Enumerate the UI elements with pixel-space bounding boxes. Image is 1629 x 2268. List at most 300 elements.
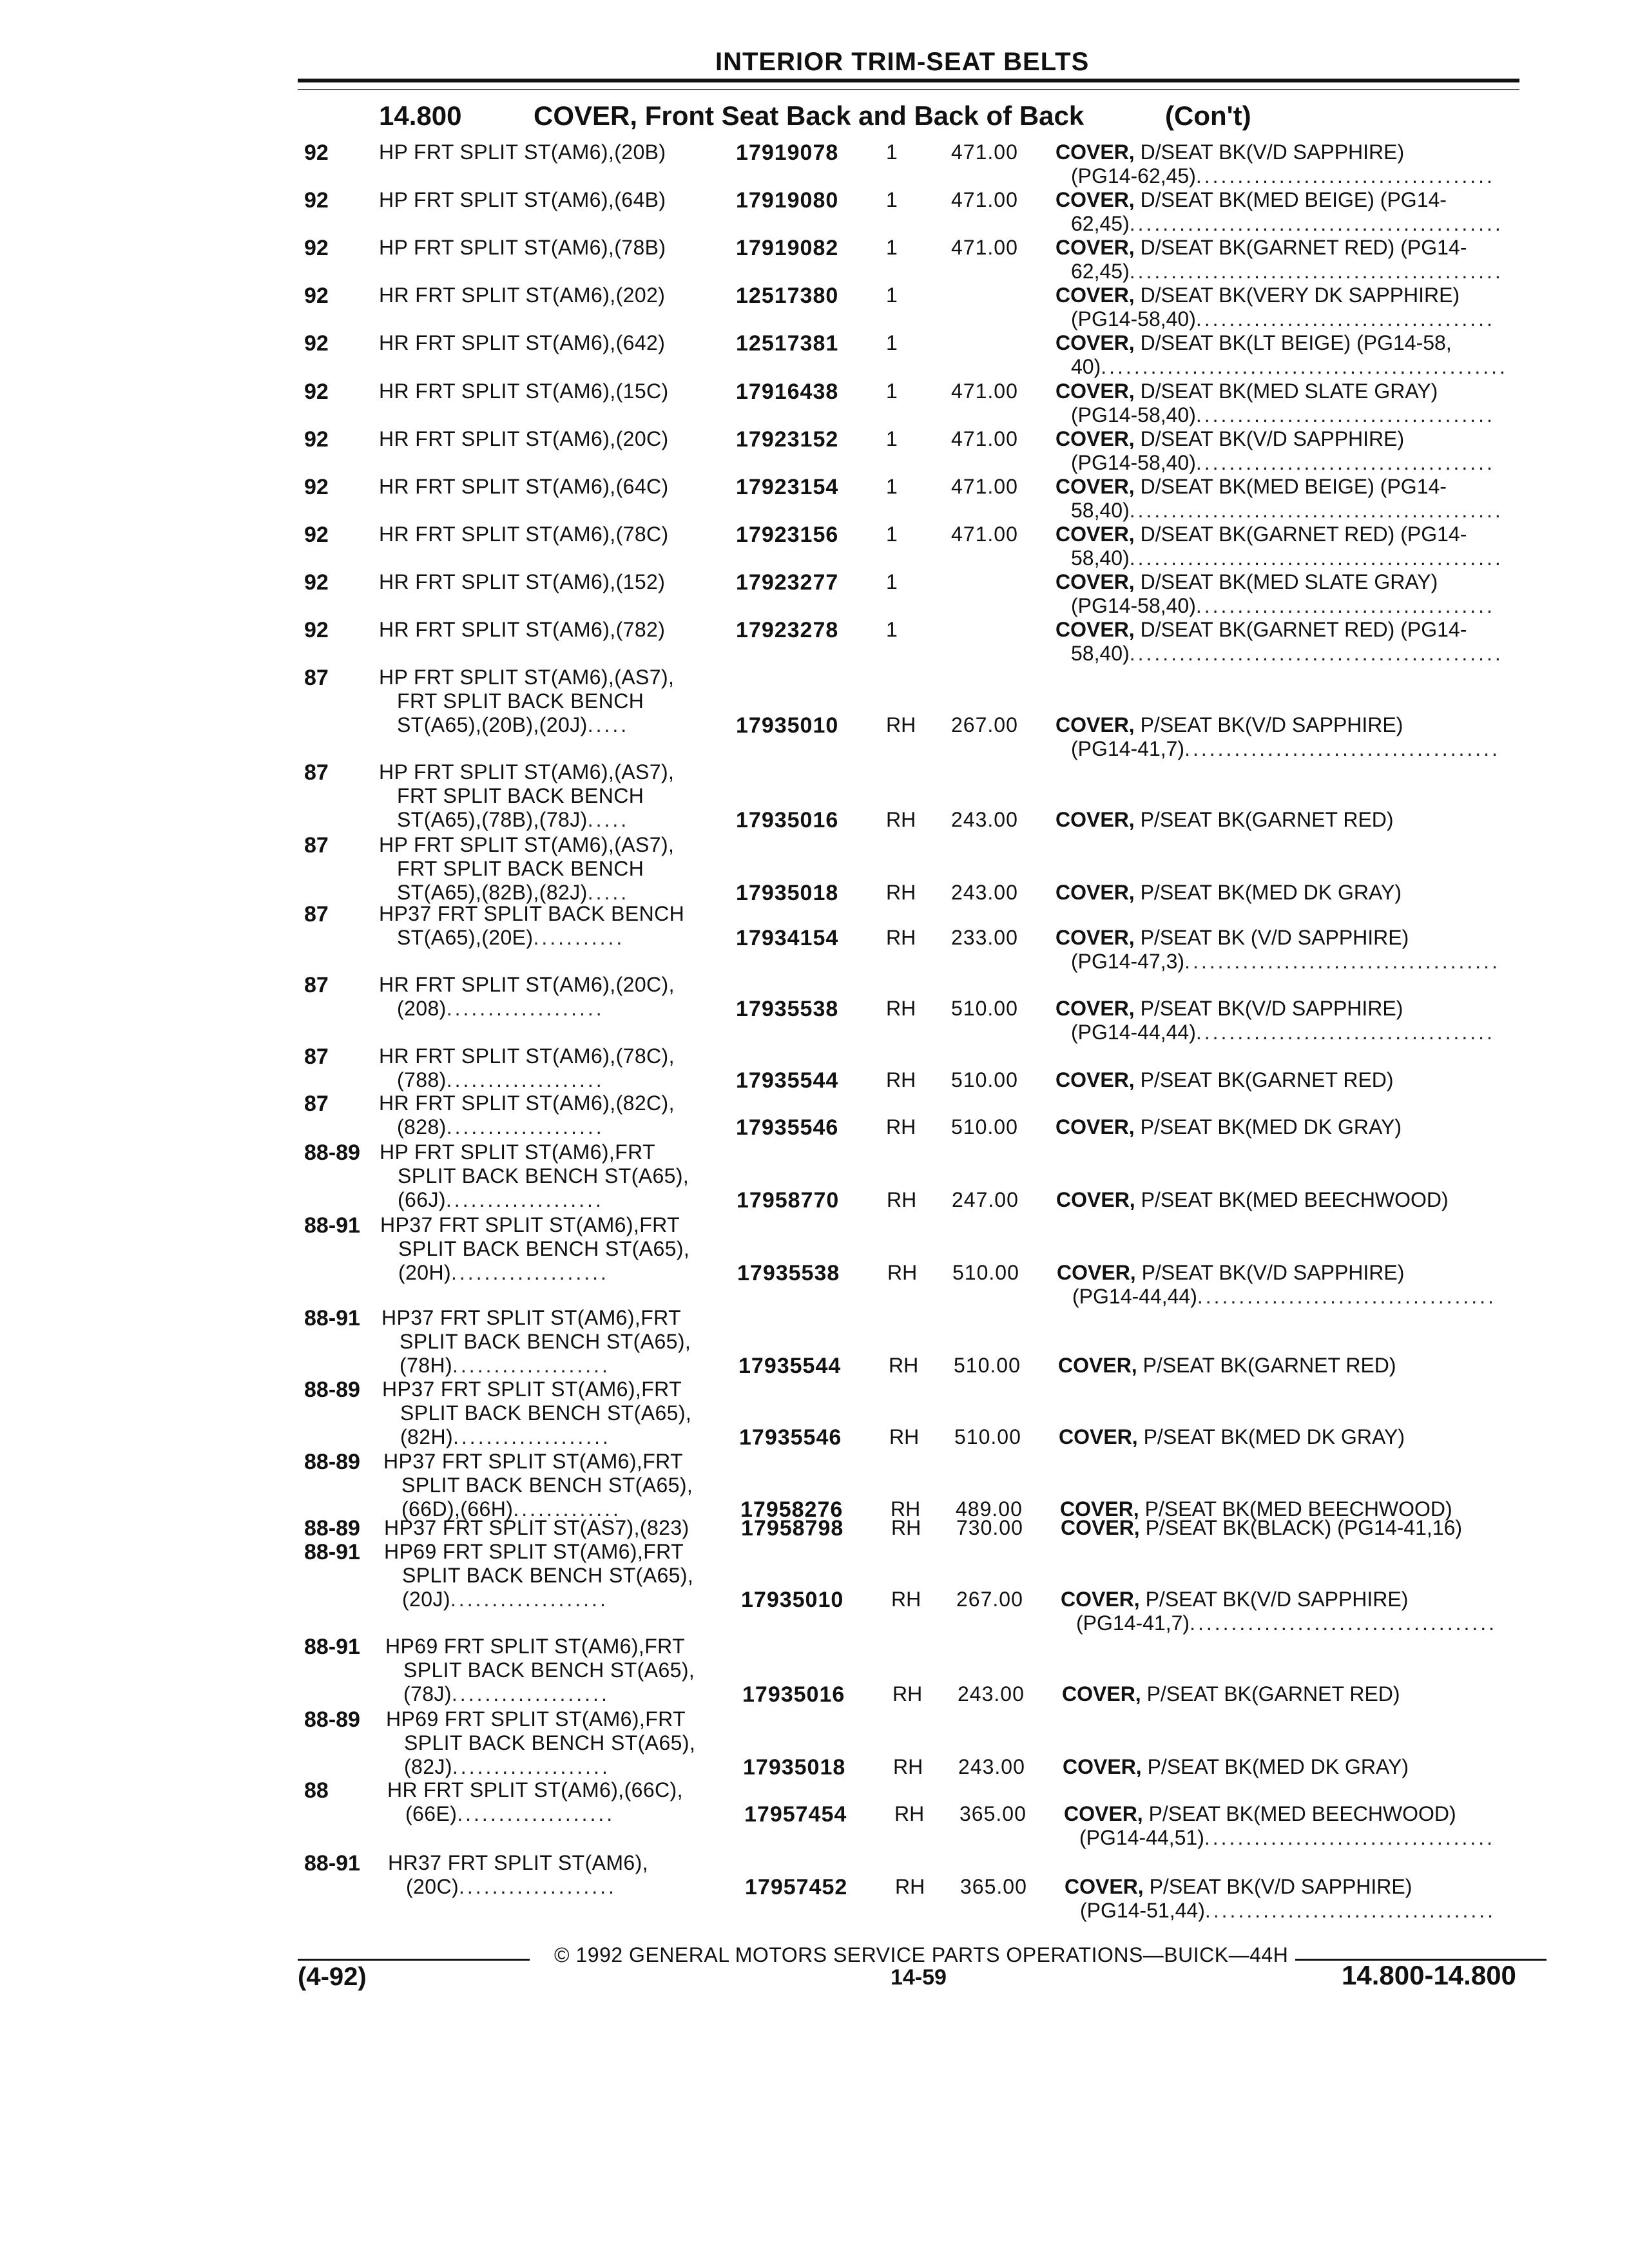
description-text: P/SEAT BK(MED DK GRAY) (1140, 1115, 1402, 1139)
price: 267.00 (951, 713, 1018, 736)
leader-dots: .................................... (1195, 307, 1495, 331)
usage-line (379, 284, 665, 307)
price: 243.00 (958, 1755, 1025, 1778)
quantity: RH (886, 808, 916, 831)
part-number: 17935016 (742, 1682, 845, 1707)
model-year: 92 (304, 236, 329, 260)
part-description (1055, 997, 1403, 1021)
description-continued (1071, 546, 1503, 570)
footer-rule-left (298, 1959, 530, 1961)
leader-dots: ............................................. (1129, 260, 1503, 283)
quantity: RH (895, 1875, 925, 1898)
model-year: 87 (304, 1044, 329, 1069)
description-keyword: COVER, (1056, 1188, 1135, 1211)
part-description (1055, 1115, 1402, 1139)
part-number: 17935544 (738, 1354, 842, 1378)
part-number: 17935010 (741, 1588, 844, 1612)
leader-dots: ............................................. (1129, 499, 1503, 522)
description-continued (1071, 307, 1495, 331)
quantity: RH (891, 1588, 921, 1611)
price: 471.00 (951, 140, 1018, 164)
leader-dots: ..................................... (1190, 1611, 1498, 1635)
model-year: 92 (304, 570, 329, 595)
part-description (1061, 1516, 1462, 1540)
description-text: P/SEAT BK(GARNET RED) (1140, 808, 1394, 831)
model-year: 87 (304, 1091, 329, 1116)
part-number: 17934154 (736, 926, 839, 950)
usage-line (397, 857, 644, 881)
usage-text: (828) (397, 1115, 447, 1139)
leader-dots: ............. (513, 1497, 621, 1521)
model-year: 92 (304, 380, 329, 404)
model-year: 88 (304, 1778, 329, 1803)
description-keyword: COVER, (1055, 427, 1135, 450)
description-text: P/SEAT BK(GARNET RED) (1140, 1068, 1394, 1091)
usage-line (379, 760, 674, 784)
description-continued (1072, 1285, 1496, 1309)
price: 471.00 (951, 427, 1018, 450)
part-number: 17935018 (743, 1755, 846, 1780)
usage-line (397, 1068, 604, 1092)
description-keyword: COVER, (1055, 926, 1135, 949)
description-continued (1071, 451, 1495, 475)
price: 510.00 (951, 1068, 1018, 1091)
usage-text: SPLIT BACK BENCH ST(A65), (402, 1564, 694, 1587)
quantity: RH (889, 1425, 920, 1448)
description-continued-text: (PG14-58,40) (1071, 594, 1196, 617)
usage-text: HR FRT SPLIT ST(AM6),(20C), (379, 973, 675, 996)
usage-text: SPLIT BACK BENCH ST(A65), (401, 1474, 693, 1497)
part-number: 17923277 (736, 570, 839, 595)
usage-line (398, 1237, 689, 1261)
quantity: 1 (886, 618, 898, 641)
usage-line (384, 1540, 684, 1564)
part-description (1055, 475, 1447, 499)
description-continued (1071, 212, 1503, 236)
usage-line (401, 1474, 693, 1497)
model-year: 92 (304, 188, 329, 213)
model-year: 87 (304, 973, 329, 997)
part-number: 17923156 (736, 523, 839, 547)
price: 243.00 (958, 1682, 1025, 1706)
part-description (1057, 1261, 1404, 1285)
usage-text: (82H) (400, 1425, 454, 1448)
leader-dots: ..... (587, 808, 630, 831)
model-year: 92 (304, 331, 329, 356)
part-number: 17958276 (740, 1497, 843, 1522)
part-number: 12517380 (736, 284, 839, 308)
description-keyword: COVER, (1059, 1425, 1138, 1448)
description-keyword: COVER, (1055, 140, 1135, 164)
usage-line (388, 1851, 648, 1875)
description-continued-text: (PG14-58,40) (1071, 307, 1196, 331)
section-title: COVER, Front Seat Back and Back of Back (534, 101, 1084, 131)
price: 267.00 (956, 1588, 1023, 1611)
part-number: 17935010 (736, 713, 839, 738)
usage-text: (66D),(66H) (401, 1497, 514, 1521)
description-keyword: COVER, (1055, 523, 1135, 546)
model-year: 88-91 (304, 1851, 360, 1876)
description-keyword: COVER, (1055, 713, 1135, 736)
description-continued-text: (PG14-41,7) (1076, 1611, 1190, 1635)
description-continued-text: (PG14-58,40) (1071, 451, 1196, 474)
description-continued (1071, 642, 1503, 666)
part-description (1064, 1802, 1456, 1826)
description-continued-text: (PG14-62,45) (1071, 164, 1196, 187)
description-continued-text: 58,40) (1071, 642, 1130, 665)
usage-line (397, 713, 629, 737)
description-keyword: COVER, (1055, 997, 1135, 1020)
description-keyword: COVER, (1062, 1682, 1141, 1706)
leader-dots: ................................... (1204, 1899, 1496, 1922)
usage-line (379, 973, 675, 997)
usage-text: (78J) (403, 1682, 452, 1706)
quantity: RH (886, 926, 916, 949)
leader-dots: ................................................. (1101, 355, 1508, 378)
part-description (1061, 1588, 1408, 1611)
price: 489.00 (956, 1497, 1023, 1521)
part-number: 17935546 (739, 1425, 842, 1450)
leader-dots: ................... (453, 1425, 611, 1448)
description-keyword: COVER, (1055, 475, 1135, 498)
usage-text: (82J) (404, 1755, 452, 1778)
model-year: 88-89 (304, 1450, 360, 1474)
description-continued (1071, 403, 1495, 427)
part-number: 17957452 (745, 1875, 848, 1899)
description-keyword: COVER, (1055, 1068, 1135, 1091)
description-continued (1076, 1611, 1497, 1635)
price: 471.00 (951, 236, 1018, 259)
part-number: 17957454 (744, 1802, 847, 1827)
leader-dots: .................................... (1195, 451, 1495, 474)
description-text: P/SEAT BK(MED BEECHWOOD) (1148, 1802, 1456, 1825)
page-title: INTERIOR TRIM-SEAT BELTS (715, 48, 1090, 76)
description-text: P/SEAT BK(V/D SAPPHIRE) (1149, 1875, 1412, 1898)
usage-line (386, 1707, 686, 1731)
usage-line (379, 380, 669, 403)
description-continued (1080, 1899, 1496, 1923)
part-description (1055, 523, 1467, 546)
usage-line (379, 236, 666, 260)
leader-dots: ............................................. (1129, 212, 1503, 235)
description-text: P/SEAT BK(GARNET RED) (1142, 1354, 1396, 1377)
usage-text: ST(A65),(82B),(82J) (397, 881, 588, 904)
part-description (1055, 427, 1404, 451)
part-number: 17923154 (736, 475, 839, 499)
description-continued (1071, 737, 1500, 761)
usage-text: HR FRT SPLIT ST(AM6),(20C) (379, 427, 669, 450)
usage-text: HR FRT SPLIT ST(AM6),(782) (379, 618, 666, 641)
usage-text: HP FRT SPLIT ST(AM6),(AS7), (379, 760, 675, 783)
model-year: 92 (304, 427, 329, 452)
description-continued-text: (PG14-51,44) (1080, 1899, 1205, 1922)
description-continued-text: 62,45) (1071, 260, 1130, 283)
part-number: 17935018 (736, 881, 839, 905)
quantity: 1 (886, 140, 898, 164)
leader-dots: ................... (446, 1115, 604, 1139)
usage-text: HR FRT SPLIT ST(AM6),(82C), (379, 1091, 675, 1115)
description-text: D/SEAT BK(MED SLATE GRAY) (1140, 570, 1438, 593)
usage-text: ST(A65),(20B),(20J) (397, 713, 588, 736)
usage-text: SPLIT BACK BENCH ST(A65), (403, 1658, 695, 1682)
quantity: 1 (886, 427, 898, 450)
usage-line (379, 618, 665, 642)
usage-text: SPLIT BACK BENCH ST(A65), (398, 1237, 690, 1260)
usage-text: HR FRT SPLIT ST(AM6),(202) (379, 284, 666, 307)
usage-text: (78H) (400, 1354, 453, 1377)
quantity: RH (886, 997, 916, 1020)
leader-dots: .................................... (1195, 164, 1495, 187)
price: 510.00 (951, 997, 1018, 1020)
quantity: 1 (886, 523, 898, 546)
part-description (1055, 1068, 1394, 1092)
usage-text: HR FRT SPLIT ST(AM6),(78C) (379, 523, 669, 546)
description-keyword: COVER, (1063, 1755, 1142, 1778)
usage-text: HR FRT SPLIT ST(AM6),(152) (379, 570, 666, 593)
part-number: 17919082 (736, 236, 839, 260)
price: 243.00 (951, 808, 1018, 831)
price: 510.00 (952, 1261, 1019, 1284)
description-text: D/SEAT BK(LT BEIGE) (PG14-58, (1140, 331, 1452, 354)
model-year: 88-89 (304, 1516, 360, 1541)
model-year: 88-91 (304, 1635, 360, 1659)
description-text: P/SEAT BK(MED DK GRAY) (1147, 1755, 1409, 1778)
usage-line (379, 427, 669, 451)
description-text: P/SEAT BK(BLACK) (PG14-41,16) (1145, 1516, 1463, 1539)
usage-line (397, 784, 644, 808)
usage-text: (66J) (398, 1188, 446, 1211)
usage-line (400, 1401, 691, 1425)
usage-line (379, 331, 665, 355)
description-continued-text: (PG14-41,7) (1071, 737, 1185, 760)
description-keyword: COVER, (1055, 188, 1135, 211)
leader-dots: ................... (446, 997, 604, 1020)
model-year: 88-89 (304, 1140, 360, 1165)
price: 510.00 (954, 1354, 1021, 1377)
part-number: 17935538 (737, 1261, 840, 1285)
price: 247.00 (952, 1188, 1019, 1211)
leader-dots: .................................... (1195, 594, 1495, 617)
description-text: P/SEAT BK(GARNET RED) (1146, 1682, 1400, 1706)
description-text: D/SEAT BK(GARNET RED) (PG14- (1140, 523, 1467, 546)
quantity: 1 (886, 380, 898, 403)
model-year: 87 (304, 902, 329, 927)
description-continued-text: 40) (1071, 355, 1101, 378)
usage-line (379, 523, 669, 546)
part-description (1055, 570, 1438, 594)
usage-text: SPLIT BACK BENCH ST(A65), (404, 1731, 696, 1754)
description-continued (1071, 164, 1495, 188)
usage-text: (20J) (402, 1588, 450, 1611)
usage-text: HR FRT SPLIT ST(AM6),(642) (379, 331, 666, 354)
usage-text: HR FRT SPLIT ST(AM6),(15C) (379, 380, 669, 403)
usage-line (385, 1635, 685, 1658)
description-keyword: COVER, (1058, 1354, 1137, 1377)
quantity: RH (887, 1261, 918, 1284)
usage-line (398, 1188, 604, 1212)
usage-line (379, 188, 666, 212)
usage-line (400, 1330, 691, 1354)
leader-dots: ................... (450, 1588, 608, 1611)
part-number: 17958798 (741, 1516, 844, 1541)
usage-text: HR FRT SPLIT ST(AM6),(78C), (379, 1044, 675, 1068)
usage-line (397, 808, 629, 832)
price: 471.00 (951, 475, 1018, 498)
leader-dots: .................................... (1195, 403, 1495, 427)
usage-text: (20C) (406, 1875, 459, 1898)
price: 365.00 (960, 1875, 1027, 1898)
usage-text: HR FRT SPLIT ST(AM6),(66C), (387, 1778, 683, 1802)
leader-dots: ..... (587, 713, 630, 736)
usage-text: (208) (397, 997, 447, 1020)
price: 471.00 (951, 188, 1018, 211)
price: 365.00 (959, 1802, 1027, 1825)
description-keyword: COVER, (1055, 808, 1135, 831)
description-text: D/SEAT BK(V/D SAPPHIRE) (1140, 427, 1405, 450)
usage-text: HR37 FRT SPLIT ST(AM6), (388, 1851, 648, 1874)
usage-line (384, 1516, 689, 1540)
price: 243.00 (951, 881, 1018, 904)
leader-dots: ........... (533, 926, 625, 949)
usage-text: HP FRT SPLIT ST(AM6),(AS7), (379, 666, 675, 689)
leader-dots: ................... (452, 1354, 610, 1377)
usage-line (397, 689, 644, 713)
part-description (1055, 713, 1403, 737)
usage-line (402, 1588, 608, 1611)
usage-line (397, 926, 624, 950)
usage-line (380, 1140, 655, 1164)
part-number: 17916438 (736, 380, 839, 404)
usage-line (379, 1091, 675, 1115)
usage-text: FRT SPLIT BACK BENCH (397, 857, 644, 880)
section-number: 14.800 (379, 101, 462, 131)
usage-text: HP FRT SPLIT ST(AM6),(78B) (379, 236, 666, 259)
part-description (1055, 331, 1452, 355)
quantity: RH (891, 1516, 921, 1539)
usage-line (398, 1164, 689, 1188)
description-continued-text: (PG14-47,3) (1071, 950, 1185, 973)
leader-dots: ...................................... (1184, 737, 1500, 760)
model-year: 92 (304, 284, 329, 308)
part-description (1055, 808, 1394, 832)
part-description (1059, 1425, 1405, 1449)
part-number: 17919080 (736, 188, 839, 213)
part-description (1055, 284, 1460, 307)
usage-line (404, 1731, 695, 1755)
usage-text: HP FRT SPLIT ST(AM6),FRT (380, 1140, 656, 1164)
usage-text: HP37 FRT SPLIT ST(AS7),(823) (384, 1516, 689, 1539)
part-description (1055, 881, 1402, 905)
model-year: 88-91 (304, 1540, 360, 1564)
usage-line (397, 881, 629, 905)
usage-text: FRT SPLIT BACK BENCH (397, 689, 644, 713)
model-year: 88-91 (304, 1213, 360, 1238)
description-continued-text: 58,40) (1071, 499, 1130, 522)
description-continued (1071, 355, 1508, 379)
leader-dots: ................... (445, 1188, 604, 1211)
usage-text: HP69 FRT SPLIT ST(AM6),FRT (385, 1635, 686, 1658)
model-year: 88-89 (304, 1378, 360, 1402)
description-continued (1071, 950, 1500, 974)
description-continued-text: 62,45) (1071, 212, 1130, 235)
usage-line (400, 1354, 610, 1378)
usage-line (379, 1044, 675, 1068)
leader-dots: ................... (446, 1068, 604, 1091)
leader-dots: ................... (451, 1682, 610, 1706)
part-number: 17919078 (736, 140, 839, 165)
usage-text: (66E) (405, 1802, 458, 1825)
description-continued-text: 58,40) (1071, 546, 1130, 570)
quantity: 1 (886, 236, 898, 259)
page-number: 14-59 (891, 1965, 947, 1990)
description-keyword: COVER, (1055, 881, 1135, 904)
description-text: P/SEAT BK(MED DK GRAY) (1140, 881, 1402, 904)
model-year: 88-89 (304, 1707, 360, 1732)
description-keyword: COVER, (1065, 1875, 1144, 1898)
usage-line (400, 1425, 611, 1449)
part-description (1055, 236, 1467, 260)
usage-line (379, 475, 669, 499)
description-keyword: COVER, (1061, 1588, 1140, 1611)
description-keyword: COVER, (1055, 236, 1135, 259)
quantity: RH (889, 1354, 919, 1377)
description-text: D/SEAT BK(V/D SAPPHIRE) (1140, 140, 1405, 164)
usage-line (379, 666, 674, 689)
leader-dots: ................... (457, 1802, 615, 1825)
usage-text: HP37 FRT SPLIT ST(AM6),FRT (380, 1213, 680, 1236)
footer-copyright: © 1992 GENERAL MOTORS SERVICE PARTS OPERATIONS—BUICK—44H (554, 1943, 1289, 1966)
description-text: D/SEAT BK(VERY DK SAPPHIRE) (1140, 284, 1460, 307)
usage-line (381, 1306, 681, 1330)
description-text: D/SEAT BK(GARNET RED) (PG14- (1140, 236, 1467, 259)
description-keyword: COVER, (1057, 1261, 1136, 1284)
footer-date: (4-92) (298, 1963, 367, 1991)
model-year: 92 (304, 523, 329, 547)
price: 510.00 (954, 1425, 1021, 1448)
quantity: RH (894, 1802, 925, 1825)
usage-line (402, 1564, 693, 1588)
part-number: 17958770 (737, 1188, 840, 1213)
usage-line (398, 1261, 609, 1285)
description-text: P/SEAT BK(V/D SAPPHIRE) (1141, 1261, 1405, 1284)
description-keyword: COVER, (1055, 284, 1135, 307)
quantity: 1 (886, 284, 898, 307)
description-text: P/SEAT BK (V/D SAPPHIRE) (1140, 926, 1409, 949)
usage-line (403, 1682, 610, 1706)
part-description (1062, 1682, 1400, 1706)
quantity: RH (886, 1115, 916, 1139)
description-text: P/SEAT BK(MED DK GRAY) (1143, 1425, 1405, 1448)
description-text: P/SEAT BK(V/D SAPPHIRE) (1140, 713, 1403, 736)
leader-dots: ................... (459, 1875, 617, 1898)
quantity: RH (893, 1755, 923, 1778)
part-description (1055, 618, 1467, 642)
section-continued: (Con't) (1165, 101, 1251, 131)
model-year: 87 (304, 760, 329, 785)
usage-line (403, 1658, 695, 1682)
model-year: 87 (304, 833, 329, 858)
usage-line (405, 1802, 615, 1826)
usage-text: SPLIT BACK BENCH ST(A65), (398, 1164, 689, 1187)
footer-section-range: 14.800-14.800 (1342, 1960, 1516, 1990)
usage-line (397, 997, 604, 1021)
usage-text: HP FRT SPLIT ST(AM6),(20B) (379, 140, 666, 164)
description-text: P/SEAT BK(MED BEECHWOOD) (1141, 1188, 1449, 1211)
description-continued (1071, 260, 1503, 284)
description-text: P/SEAT BK(MED BEECHWOOD) (1144, 1497, 1452, 1521)
description-text: D/SEAT BK(MED BEIGE) (PG14- (1140, 475, 1447, 498)
part-description (1063, 1755, 1409, 1779)
